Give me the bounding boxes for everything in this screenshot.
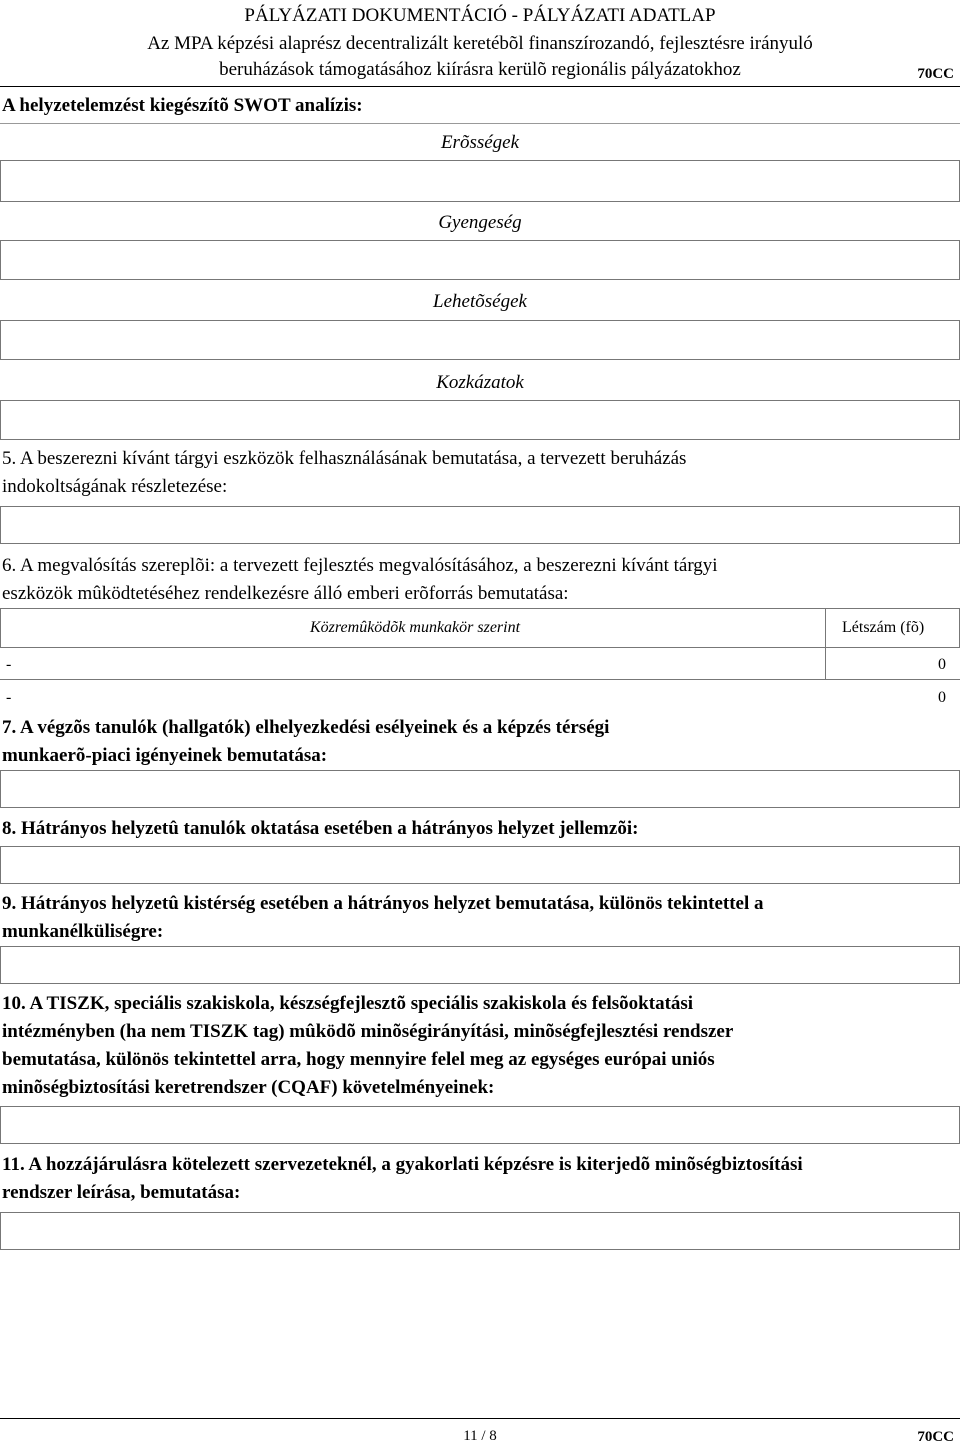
swot-strengths-field[interactable] [0, 160, 960, 202]
staff-row-2-role[interactable]: - [6, 689, 12, 706]
swot-weaknesses-label: Gyengeség [438, 212, 522, 233]
question-7-line1: 7. A végzõs tanulók (hallgatók) elhelyezkedési esélyeinek és a képzés térségi [2, 717, 610, 738]
staff-row-1-count[interactable]: 0 [938, 656, 946, 673]
question-7-field[interactable] [0, 770, 960, 808]
staff-table-col-count: Létszám (fõ) [842, 619, 925, 636]
question-10-field[interactable] [0, 1106, 960, 1144]
footer-form-code: 70CC [917, 1429, 954, 1445]
staff-table-col-role: Közremûködõk munkakör szerint [310, 619, 521, 636]
question-9-line2: munkanélküliségre: [2, 921, 164, 942]
question-10-line3: bemutatása, különös tekintettel arra, hogy mennyire felel meg az egységes európai uniós [2, 1049, 715, 1070]
question-6-line1: 6. A megvalósítás szereplõi: a tervezett fejlesztés megvalósításához, a beszerezni kívánt tárgyi [2, 555, 718, 576]
question-10-line2: intézményben (ha nem TISZK tag) mûködõ minõségirányítási, minõségfejlesztési rendszer [2, 1021, 734, 1042]
swot-heading: A helyzetelemzést kiegészítõ SWOT analízis: [2, 95, 363, 116]
document-title: PÁLYÁZATI DOKUMENTÁCIÓ - PÁLYÁZATI ADATLAP [244, 5, 716, 26]
question-6-line2: eszközök mûködtetéséhez rendelkezésre álló emberi erõforrás bemutatása: [2, 583, 569, 604]
question-8-field[interactable] [0, 846, 960, 884]
question-5-field[interactable] [0, 506, 960, 544]
page-number: 11 / 8 [463, 1428, 497, 1444]
staff-table-column-divider [825, 608, 826, 680]
staff-row-1-role[interactable]: - [6, 656, 12, 673]
question-5-line1: 5. A beszerezni kívánt tárgyi eszközök felhasználásának bemutatása, a tervezett beruházás [2, 448, 687, 469]
question-11-line1: 11. A hozzájárulásra kötelezett szervezeteknél, a gyakorlati képzésre is kiterjedõ minõségbiztosítási [2, 1154, 803, 1175]
document-subtitle-line2: beruházások támogatásához kiírásra kerülõ regionális pályázatokhoz [219, 59, 741, 80]
question-11-line2: rendszer leírása, bemutatása: [2, 1182, 241, 1203]
staff-table-row-divider [0, 679, 960, 680]
staff-row-2-count[interactable]: 0 [938, 689, 946, 706]
swot-opportunities-field[interactable] [0, 320, 960, 360]
form-code: 70CC [917, 66, 954, 82]
document-subtitle-line1: Az MPA képzési alaprész decentralizált keretébõl finanszírozandó, fejlesztésre irányuló [147, 33, 813, 54]
question-11-field[interactable] [0, 1212, 960, 1250]
question-9-field[interactable] [0, 946, 960, 984]
footer-divider [0, 1418, 960, 1419]
swot-top-divider [0, 123, 960, 124]
question-9-line1: 9. Hátrányos helyzetû kistérség esetében a hátrányos helyzet bemutatása, különös tekintettel a [2, 893, 764, 914]
swot-threats-field[interactable] [0, 400, 960, 440]
question-7-line2: munkaerõ-piaci igényeinek bemutatása: [2, 745, 328, 766]
question-10-line1: 10. A TISZK, speciális szakiskola, készségfejlesztõ speciális szakiskola és felsõoktatási [2, 993, 694, 1014]
header-divider [0, 86, 960, 87]
question-8-line1: 8. Hátrányos helyzetû tanulók oktatása esetében a hátrányos helyzet jellemzõi: [2, 818, 639, 839]
swot-threats-label: Kozkázatok [436, 372, 524, 393]
question-5-line2: indokoltságának részletezése: [2, 476, 228, 497]
swot-weaknesses-field[interactable] [0, 240, 960, 280]
swot-strengths-label: Erõsségek [440, 132, 520, 153]
question-10-line4: minõségbiztosítási keretrendszer (CQAF) követelményeinek: [2, 1077, 495, 1098]
swot-opportunities-label: Lehetõségek [433, 291, 527, 312]
